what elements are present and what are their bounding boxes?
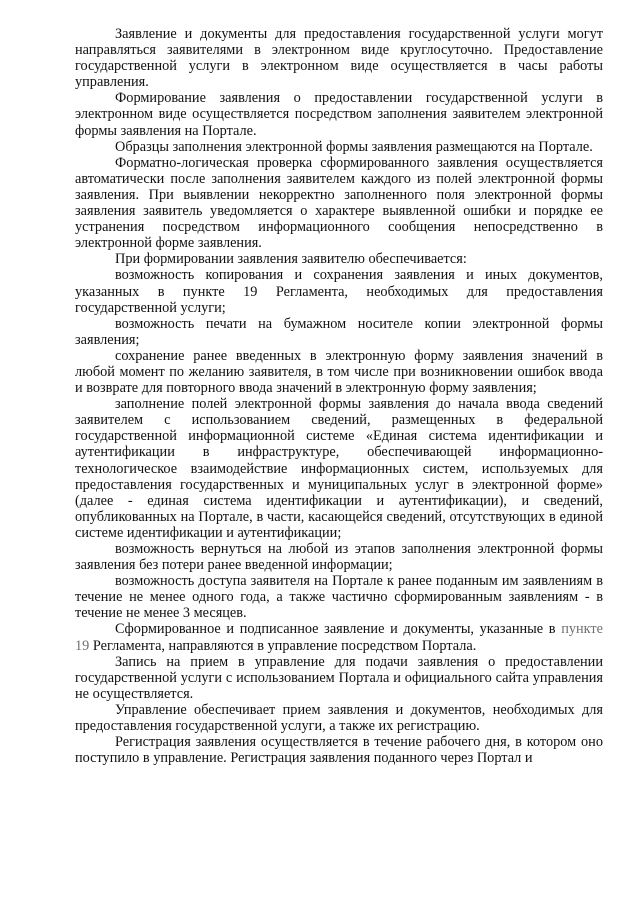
list-item-autofill: заполнение полей электронной формы заявления до начала ввода сведений заявителем с использованием сведений, размещенных в федеральной государственной информационной системе «Единая система идентификации и аутентификации в инфраструктуре, обеспечивающей информационно-технологическое взаимодействие информационных систем, используемых для предоставления государственных и муниципальных услуг в электронной форме» (далее - единая система идентификации и аутентификации), и сведений, опубликованных на Портале, в части, касающейся сведений, отсутствующих в единой системе идентификации и аутентификации; xyxy=(75,396,603,541)
list-item-copy-save: возможность копирования и сохранения заявления и иных документов, указанных в пункте 19 Регламента, необходимых для предоставления государственной услуги; xyxy=(75,267,603,316)
list-item-return-step: возможность вернуться на любой из этапов заполнения электронной формы заявления без потери ранее введенной информации; xyxy=(75,541,603,574)
text-before-link: Сформированное и подписанное заявление и документы, указанные в xyxy=(115,621,562,638)
paragraph-form-creation: Формирование заявления о предоставлении государственной услуги в электронном виде осуществляется посредством заполнения заявителем электронной формы заявления на Портале. xyxy=(75,90,603,139)
paragraph-no-appointment: Запись на прием в управление для подачи заявления о предоставлении государственной услуги с использованием Портала и официального сайта управления не осуществляется. xyxy=(75,653,603,702)
clause-19-link[interactable]: пункте 19 xyxy=(75,621,603,654)
list-item-access-history: возможность доступа заявителя на Портале к ранее поданным им заявлениям в течение не менее одного года, а также частично сформированным заявлениям - в течение не менее 3 месяцев. xyxy=(75,573,603,622)
paragraph-electronic-submission: Заявление и документы для предоставления государственной услуги могут направляться заявителями в электронном виде круглосуточно. Предоставление государственной услуги в электронном виде осуществляется в часы работы управления. xyxy=(75,26,603,91)
list-item-print: возможность печати на бумажном носителе копии электронной формы заявления; xyxy=(75,315,603,348)
paragraph-format-check: Форматно-логическая проверка сформированного заявления осуществляется автоматически после заполнения заявителем каждого из полей электронной формы заявления. При выявлении некорректно заполненного поля электронной формы заявления заявитель уведомляется о характере выявленной ошибки и порядке ее устранения посредством информационного сообщения непосредственно в электронной форме заявления. xyxy=(75,154,603,252)
paragraph-form-samples: Образцы заполнения электронной формы заявления размещаются на Портале. xyxy=(115,138,593,155)
paragraph-provisions-intro: При формировании заявления заявителю обеспечивается: xyxy=(115,251,467,268)
paragraph-submission-via-portal xyxy=(75,621,603,653)
paragraph-reception: Управление обеспечивает прием заявления и документов, необходимых для предоставления государственной услуги, а также их регистрацию. xyxy=(75,701,603,735)
list-item-save-values: сохранение ранее введенных в электронную форму заявления значений в любой момент по желанию заявителя, в том числе при возникновении ошибок ввода и возврате для повторного ввода значений в электронную форму заявления; xyxy=(75,347,603,397)
text-after-link: Регламента, направляются в управление посредством Портала. xyxy=(89,637,477,654)
document-body xyxy=(75,26,603,766)
paragraph-registration: Регистрация заявления осуществляется в течение рабочего дня, в котором оно поступило в управление. Регистрация заявления поданного через Портал и xyxy=(75,734,603,767)
